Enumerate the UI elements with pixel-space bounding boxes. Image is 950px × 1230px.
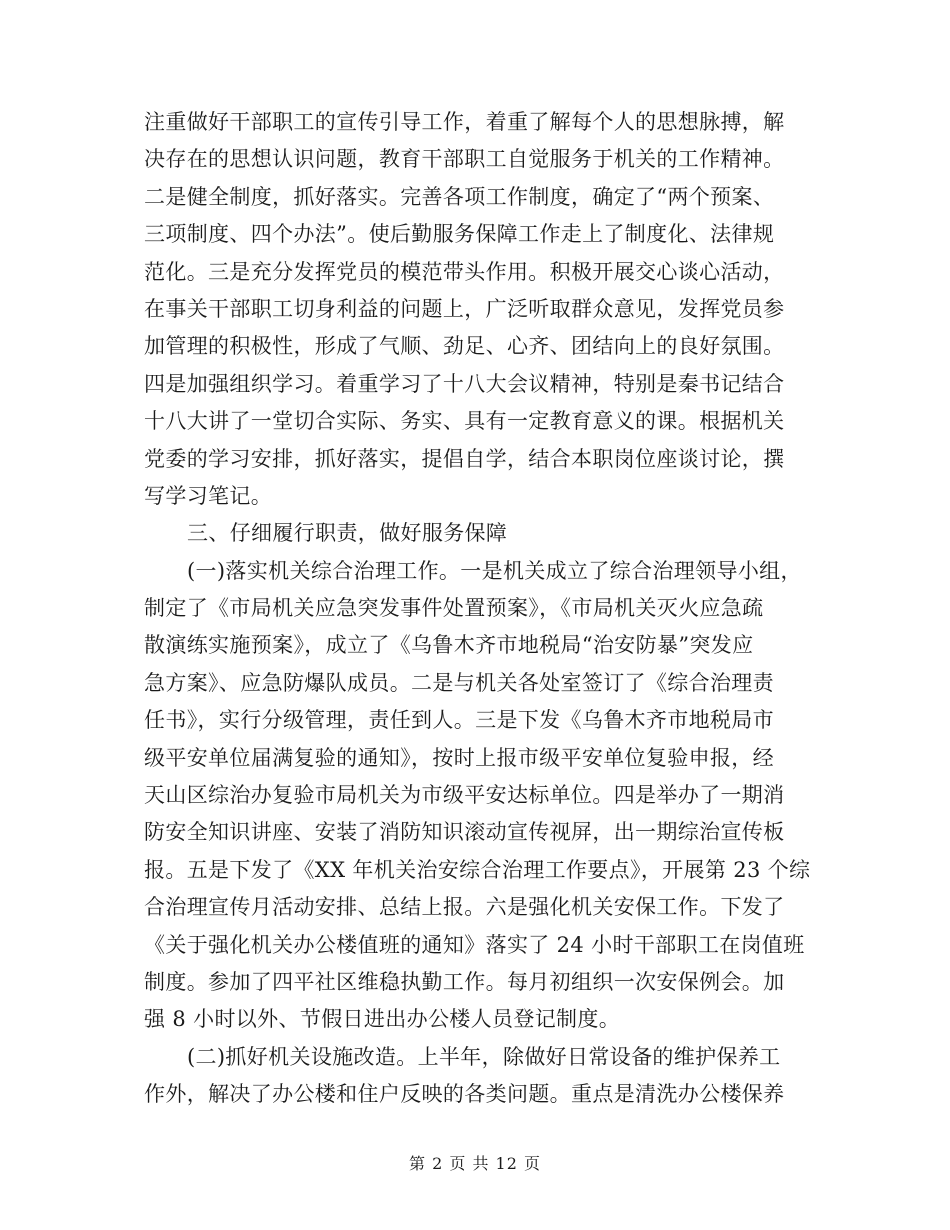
paragraph	[144, 553, 810, 1039]
paragraph	[144, 104, 810, 515]
text-line: 决存在的思想认识问题，教育干部职工自觉服务于机关的工作精神。	[144, 147, 785, 172]
paragraph	[144, 1039, 810, 1114]
text-line: 合治理宣传月活动安排、总结上报。六是强化机关安保工作。下发了	[144, 895, 785, 920]
text-line: 作外，解决了办公楼和住户反映的各类问题。重点是清洗办公楼保养	[144, 1082, 785, 1107]
text-line: 二是健全制度，抓好落实。完善各项工作制度，确定了“两个预案、	[144, 184, 775, 209]
text-line: 《关于强化机关办公楼值班的通知》落实了 24 小时干部职工在岗值班	[144, 932, 805, 957]
paragraph	[144, 515, 810, 552]
text-line: 急方案》、应急防爆队成员。二是与机关各处室签订了《综合治理责	[144, 670, 774, 695]
page-footer: 第 2 页 共 12 页	[409, 1154, 541, 1173]
text-line: 加管理的积极性，形成了气顺、劲足、心齐、团结向上的良好氛围。	[144, 334, 785, 359]
document-body	[144, 104, 810, 1114]
text-line: 级平安单位届满复验的通知》，按时上报市级平安单位复验申报，经	[144, 745, 774, 770]
text-line: 天山区综治办复验市局机关为市级平安达标单位。四是举办了一期消	[144, 783, 785, 808]
text-line: 四是加强组织学习。着重学习了十八大会议精神，特别是秦书记结合	[144, 371, 785, 396]
text-line: 制度。参加了四平社区维稳执勤工作。每月初组织一次安保例会。加	[144, 969, 785, 994]
text-line: 写学习笔记。	[144, 483, 273, 508]
text-line: 三、仔细履行职责，做好服务保障	[187, 521, 508, 546]
text-line: 防安全知识讲座、安装了消防知识滚动宣传视屏，出一期综治宣传板	[144, 820, 785, 845]
text-line: 三项制度、四个办法”。使后勤服务保障工作走上了制度化、法律规	[144, 222, 775, 247]
text-line: 党委的学习安排，抓好落实，提倡自学，结合本职岗位座谈讨论，撰	[144, 446, 785, 471]
text-line: (一)落实机关综合治理工作。一是机关成立了综合治理领导小组，	[187, 558, 802, 583]
text-line: 任书》，实行分级管理，责任到人。三是下发《乌鲁木齐市地税局市	[144, 708, 774, 733]
text-line: 范化。三是充分发挥党员的模范带头作用。积极开展交心谈心活动，	[144, 259, 785, 284]
text-line: 制定了《市局机关应急突发事件处置预案》，《市局机关灭火应急疏	[144, 596, 764, 621]
text-line: 注重做好干部职工的宣传引导工作，着重了解每个人的思想脉搏，解	[144, 110, 785, 134]
text-line: 散演练实施预案》，成立了《乌鲁木齐市地税局“治安防暴”突发应	[144, 633, 754, 658]
text-line: 报。五是下发了《XX 年机关治安综合治理工作要点》，开展第 23 个综	[144, 857, 811, 882]
text-line: (二)抓好机关设施改造。上半年，除做好日常设备的维护保养工	[187, 1044, 781, 1069]
text-line: 强 8 小时以外、节假日进出办公楼人员登记制度。	[144, 1007, 621, 1032]
text-line: 十八大讲了一堂切合实际、务实、具有一定教育意义的课。根据机关	[144, 409, 785, 434]
text-line: 在事关干部职工切身利益的问题上，广泛听取群众意见，发挥党员参	[144, 296, 785, 321]
